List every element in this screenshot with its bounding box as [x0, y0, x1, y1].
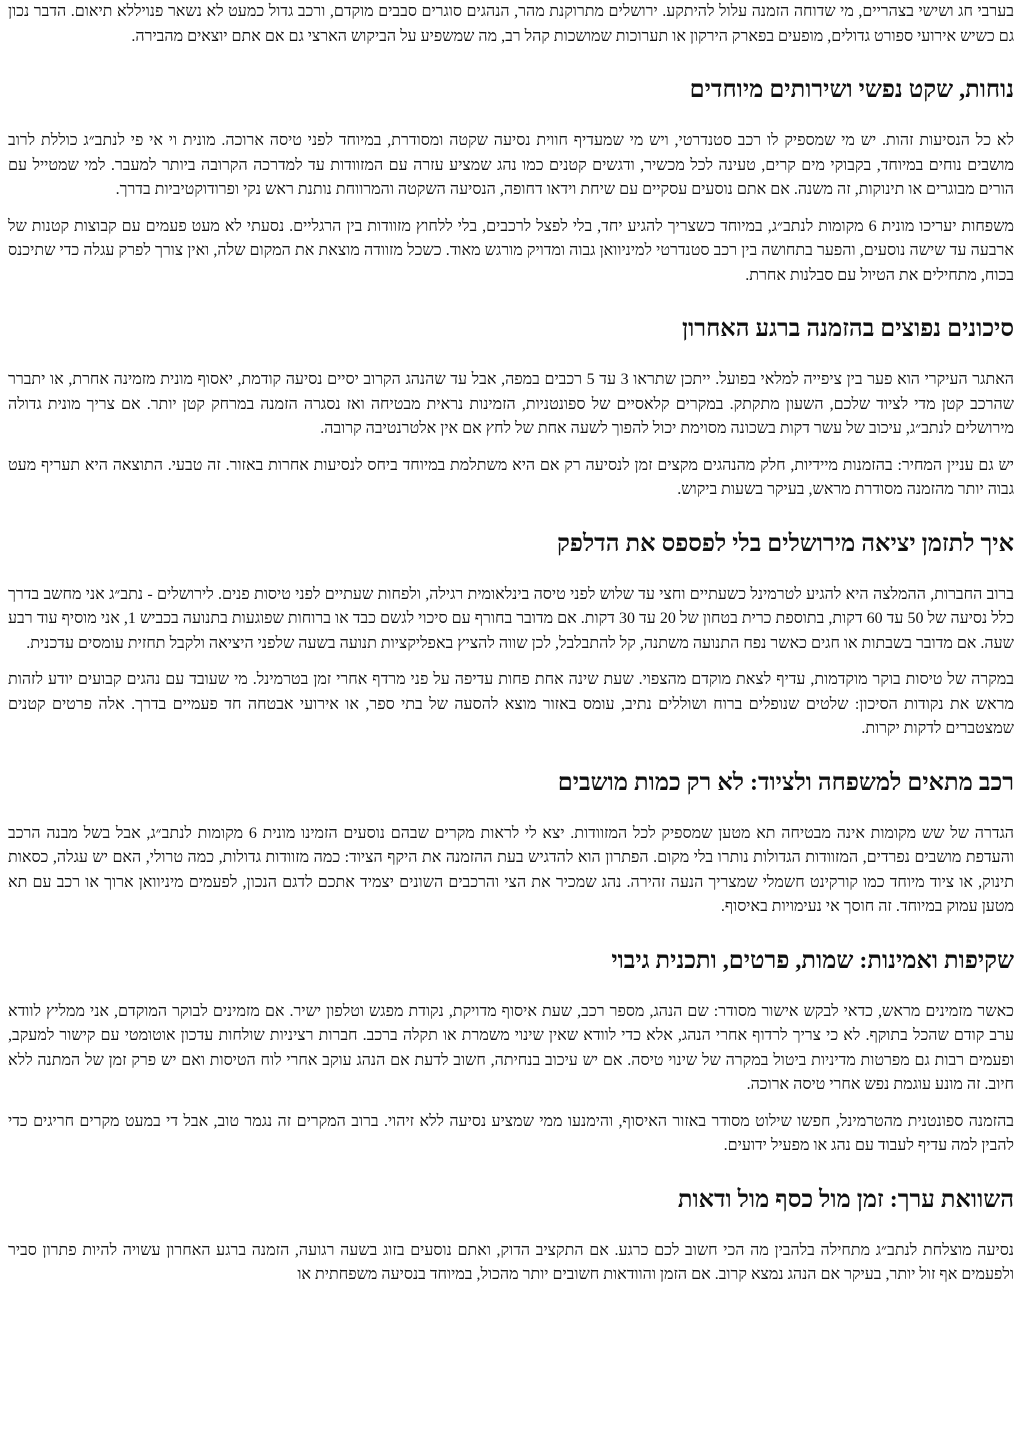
paragraph: כאשר מזמינים מראש, כדאי לבקש אישור מסודר: שם הנהג, מספר רכב, שעת איסוף מדויקת, נקודת מפגש וטלפון ישיר. אם מזמינים לבוקר המוקדם, אני ממליץ לוודא ערב קודם שהכל בתוקף. לא כי צריך לרדוף אחרי הנהג, אלא כדי לוודא שאין שינוי משמרת או תקלה ברכב. חברות רציניות שולחות עדכון אוטומטי עם קישור למעקב, ופעמים רבות גם מפרטות מדיניות ביטול במקרה של שינוי טיסה. אם יש עיכוב בנחיתה, חשוב לדעת אם הנהג עוקב אחרי לוח הטיסות ואם יש פרק זמן של המתנה ללא חיוב. זה מונע עוגמת נפש אחרי טיסה ארוכה.: [8, 1002, 1014, 1093]
section-timing: [8, 529, 1014, 742]
section-heading: סיכונים נפוצים בהזמנה ברגע האחרון: [682, 316, 1014, 342]
section-transparency: [8, 946, 1014, 1159]
intro-paragraph: בערבי חג ושישי בצהריים, מי שדוחה הזמנה עלול להיתקע. ירושלים מתרוקנת מהר, הנהגים סוגרים סבבים מוקדם, ורכב גדול כמעט לא נשאר פנויללא תיאום. הדבר נכון גם כשיש אירועי ספורט גדולים, מופעים בפארק הירקון או תערוכות שמושכות קהל רב, מה שמשפיע על הביקוש הארצי גם אם אתם יוצאים מהבירה.: [8, 3, 1014, 45]
paragraph: יש גם עניין המחיר: בהזמנות מיידיות, חלק מהנהגים מקצים זמן לנסיעה רק אם היא משתלמת במיוחד ביחס לנסיעות אחרות באזור. זה טבעי. התוצאה היא תעריף מעט גבוה יותר מהזמנה מסודרת מראש, בעיקר בשעות ביקוש.: [8, 456, 1014, 498]
section-heading: נוחות, שקט נפשי ושירותים מיוחדים: [689, 77, 1014, 103]
paragraph: במקרה של טיסות בוקר מוקדמות, עדיף לצאת מוקדם מהצפוי. שעת שינה אחת פחות עדיפה על פני מרדף אחרי זמן בטרמינל. מי שעובד עם נהגים קבועים יודע לזהות מראש את נקודות הסיכון: שלטים שנופלים ברוח ושוללים נתיב, עומס באזור מוצא להסעה של בתי ספר, או אירועי אבטחה חד פעמיים בדרך. אלה פרטים קטנים שמצטברים לדקות יקרות.: [8, 671, 1014, 737]
paragraph: האתגר העיקרי הוא פער בין ציפייה למלאי בפועל. ייתכן שתראו 3 עד 5 רכבים במפה, אבל עד שהנהג הקרוב יסיים נסיעה קודמת, יאסוף מונית מזמינה אחרת, או יתברר שהרכב קטן מדי לציוד שלכם, השעון מתקתק. במקרים קלאסיים של ספונטניות, הזמינות נראית מבטיחה ואז נסגרה הזמנה במרחק קטן יותר. אם צריך מונית גדולה מירושלים לנתב״ג, עיכוב של עשר דקות בשכונה מסוימת יכול להפוך לשעה אחת של לחץ אם אין אלטרנטיבה קרובה.: [8, 371, 1015, 437]
section-heading: איך לתזמן יציאה מירושלים בלי לפספס את הדלפק: [557, 530, 1014, 557]
section-last-minute-risks: [8, 314, 1014, 503]
section-heading: השוואת ערך: זמן מול כסף מול ודאות: [677, 1186, 1014, 1213]
paragraph: לא כל הנסיעות זהות. יש מי שמספיק לו רכב סטנדרטי, ויש מי שמעדיף חווית נסיעה שקטה ומסודרת, במיוחד לפני טיסה ארוכה. מונית וי אי פי לנתב״ג כוללת לרוב מושבים נוחים במיוחד, בקבוקי מים קרים, טעינה לכל מכשיר, ודגשים קטנים כמו נהג שמציע עזרה עם המזוודות עד למדרכה הקרובה ביותר למעבר. למי שמטייל עם הורים מבוגרים או תינוקות, זה משנה. אם אתם נוסעים עסקיים עם שיחת וידאו דחופה, הנסיעה השקטה והמרווחת נותנת ראש נקי ופרודוקטיביות בדרך.: [8, 132, 1014, 198]
section-heading: רכב מתאים למשפחה ולציוד: לא רק כמות מושבים: [557, 769, 1014, 796]
section-comfort: [8, 75, 1014, 288]
paragraph: נסיעה מוצלחת לנתב״ג מתחילה בלהבין מה הכי חשוב לכם כרגע. אם התקציב הדוק, ואתם נוסעים בזוג בשעה רגועה, הזמנה ברגע האחרון עשויה להיות פתרון סביר ולפעמים אף זול יותר, בעיקר אם הנהג נמצא קרוב. אם הזמן והוודאות חשובים יותר מהכול, במיוחד בנסיעה משפחתית או: [8, 1241, 1014, 1283]
paragraph: ברוב החברות, ההמלצה היא להגיע לטרמינל כשעתיים וחצי עד שלוש לפני טיסה בינלאומית רגילה, ולפחות שעתיים לפני טיסות פנים. לירושלים - נתב״ג אני מחשב בדרך כלל נסיעה של 50 עד 60 דקות, בתוספת כרית בטחון של 20 עד 30 דקות. אם מדובר בחורף עם סיכוי לגשם כבד או ברוחות שפוגעות בתנועה בכביש 1, אני מוסיף עוד רבע שעה. אם מדובר בשבתות או חגים כאשר נפח התנועה משתנה, קל להתבלבל, לכן שווה להציץ באפליקציות תנועה בשעה שלפני היציאה ולקבל תחזית עומסים עדכנית.: [8, 585, 1015, 652]
section-heading: שקיפות ואמינות: שמות, פרטים, ותכנית גיבוי: [611, 947, 1014, 974]
section-vehicle-fit: [8, 768, 1014, 920]
paragraph: משפחות יעריכו מונית 6 מקומות לנתב״ג, במיוחד כשצריך להגיע יחד, בלי לפצל לרכבים, בלי ללחוץ מזוודות בין הרגליים. נסעתי לא מעט פעמים עם קבוצות קטנות של ארבעה עד שישה נוסעים, והפער בתחושה בין רכב סטנדרטי למיניוואן גבוה ומדויק מורגש מאוד. כשכל מזוודה מוצאת את המקום שלה, ואין צורך לפרק עגלה כדי שתיכנס בכוח, מתחילים את הטיול עם סבלנות אחרת.: [8, 217, 1015, 284]
section-value-comparison: [8, 1185, 1014, 1288]
paragraph: בהזמנה ספונטנית מהטרמינל, חפשו שילוט מסודר באזור האיסוף, והימנעו ממי שמציע נסיעה ללא זיהוי. ברוב המקרים זה נגמר טוב, אבל די במעט מקרים חריגים כדי להבין למה עדיף לעבוד עם נהג או מפעיל ידועים.: [8, 1112, 1014, 1154]
paragraph: הגדרה של שש מקומות אינה מבטיחה תא מטען שמספיק לכל המזוודות. יצא לי לראות מקרים שבהם נוסעים הזמינו מונית 6 מקומות לנתב״ג, אבל בשל מבנה הרכב והעדפת מושבים נפרדים, המזוודות הגדולות נותרו בלי מקום. הפתרון הוא להדגיש בעת ההזמנה את היקף הציוד: כמה מזוודות גדולות, כמה טרולי, האם יש עגלה, כסאות תינוק, או ציוד מיוחד כמו קורקינט חשמלי שמצריך הנעה זהירה. נהג שמכיר את הצי והרכבים השונים יצמיד אתכם לדגם הנכון, לפעמים מיניוואן ארוך או רכב עם תא מטען עמוק במיוחד. זה חוסך אי נעימויות באיסוף.: [8, 824, 1014, 915]
